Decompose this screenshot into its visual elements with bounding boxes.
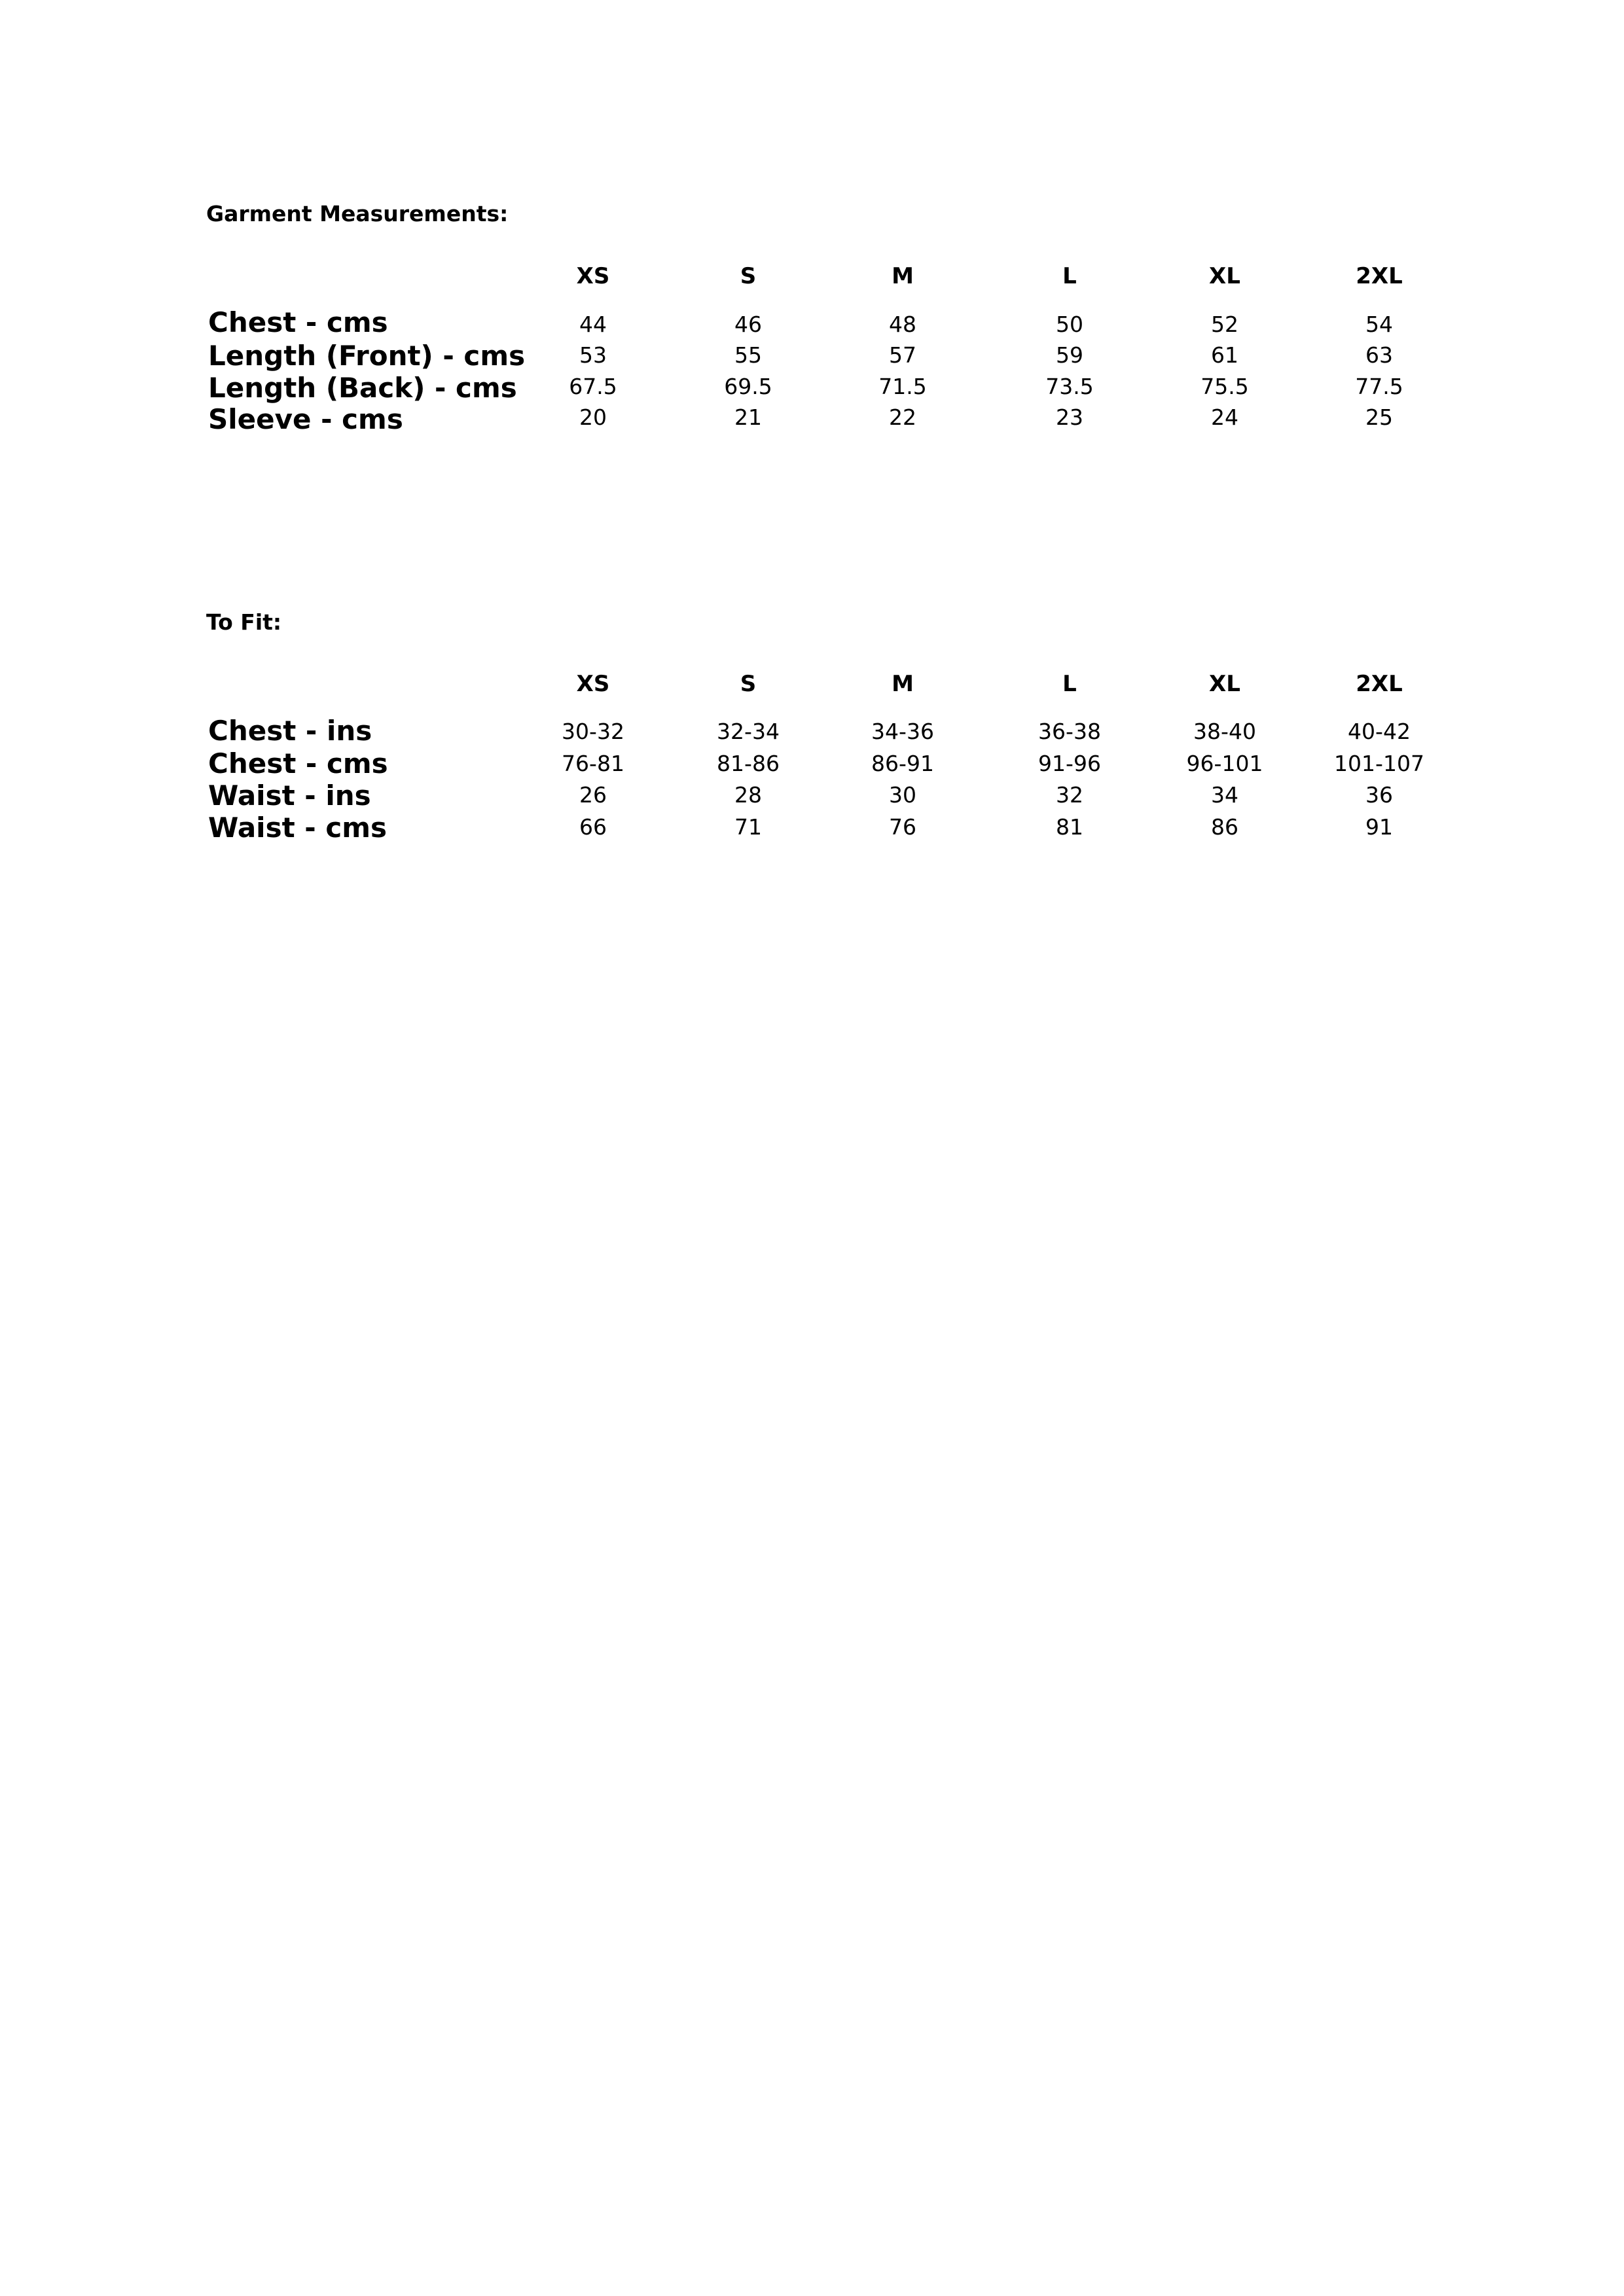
table-cell: 71 [734,814,762,840]
table-cell: 75.5 [1200,374,1249,399]
row-label: Chest - cms [208,306,388,338]
table-cell: 20 [579,404,607,430]
table-cell: 40-42 [1348,719,1411,744]
table-cell: 71.5 [878,374,927,399]
table-cell: 73.5 [1045,374,1094,399]
table-cell: 59 [1056,342,1083,368]
row-label: Length (Back) - cms [208,372,517,404]
table-cell: 24 [1211,404,1238,430]
table-cell: 36-38 [1038,719,1101,744]
row-label: Chest - cms [208,747,388,780]
table-cell: 28 [734,782,762,808]
table-cell: 38-40 [1193,719,1256,744]
table-cell: 86 [1211,814,1238,840]
size-header-xl: XL [1209,671,1240,697]
table-cell: 32-34 [717,719,780,744]
garment-measurements-title: Garment Measurements: [206,201,509,226]
table-cell: 55 [734,342,762,368]
size-header-2xl: 2XL [1356,671,1403,697]
table-cell: 52 [1211,312,1238,337]
size-header-s: S [740,263,757,289]
table-cell: 32 [1056,782,1083,808]
table-cell: 63 [1365,342,1393,368]
table-cell: 44 [579,312,607,337]
size-header-2xl: 2XL [1356,263,1403,289]
table-cell: 76 [889,814,916,840]
table-cell: 30 [889,782,916,808]
table-cell: 36 [1365,782,1393,808]
table-cell: 53 [579,342,607,368]
table-cell: 34-36 [871,719,934,744]
table-cell: 25 [1365,404,1393,430]
size-header-xs: XS [576,671,610,697]
table-cell: 57 [889,342,916,368]
size-header-l: L [1062,263,1077,289]
to-fit-title: To Fit: [206,609,282,635]
table-cell: 21 [734,404,762,430]
size-header-xs: XS [576,263,610,289]
table-cell: 91 [1365,814,1393,840]
row-label: Length (Front) - cms [208,340,526,372]
table-cell: 61 [1211,342,1238,368]
table-cell: 26 [579,782,607,808]
table-cell: 69.5 [724,374,772,399]
table-cell: 54 [1365,312,1393,337]
row-label: Sleeve - cms [208,403,403,435]
row-label: Waist - ins [208,780,371,812]
table-cell: 50 [1056,312,1083,337]
table-cell: 81-86 [717,751,780,776]
table-cell: 34 [1211,782,1238,808]
size-header-xl: XL [1209,263,1240,289]
size-header-m: M [892,671,914,697]
table-cell: 48 [889,312,916,337]
size-header-m: M [892,263,914,289]
size-header-s: S [740,671,757,697]
table-cell: 77.5 [1355,374,1403,399]
table-cell: 30-32 [562,719,624,744]
size-header-l: L [1062,671,1077,697]
table-cell: 86-91 [871,751,934,776]
table-cell: 81 [1056,814,1083,840]
table-cell: 76-81 [562,751,624,776]
table-cell: 91-96 [1038,751,1101,776]
table-cell: 101-107 [1334,751,1424,776]
table-cell: 67.5 [569,374,617,399]
table-cell: 22 [889,404,916,430]
table-cell: 46 [734,312,762,337]
row-label: Chest - ins [208,715,372,747]
row-label: Waist - cms [208,812,387,844]
table-cell: 66 [579,814,607,840]
table-cell: 23 [1056,404,1083,430]
table-cell: 96-101 [1186,751,1263,776]
